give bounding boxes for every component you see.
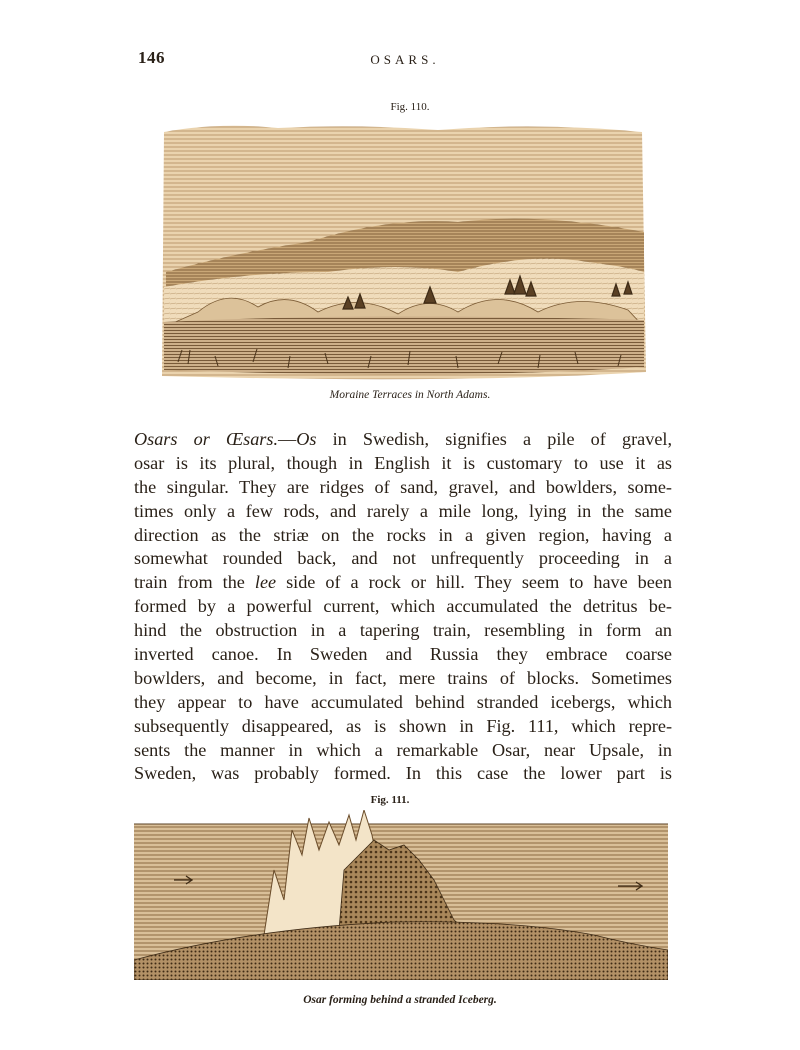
lead-term: Osars or Œsars. [134,429,278,449]
figure-110-caption: Moraine Terraces in North Adams. [329,389,491,401]
text-line-content: in Swedish, signifies a pile of gravel, [316,429,672,449]
figure-111-caption: Osar forming behind a stranded Iceberg. [303,994,497,1006]
text-line: Osars or Œsars.—Os in Swedish, signifies a pile of gravel, [134,429,672,449]
text-line-content: side of a rock or hill. They seem to have been [276,572,673,593]
figure-110-label: Fig. 110. [390,101,430,113]
figure-111-engraving [134,810,668,980]
text-line: they appear to have accumulated behind stranded icebergs, which [134,691,672,712]
text-line: sents the manner in which a remarkable Osar, near Upsale, in [134,739,672,760]
lead-dash-term: Os [296,429,317,449]
text-line-content: train from the [134,572,255,593]
text-line: osar is its plural, though in English it is customary to use it as [134,452,672,473]
text-line: subsequently disappeared, as is shown in Fig. 111, which repre- [134,715,672,736]
body-paragraph [134,428,672,786]
text-line: formed by a powerful current, which accumulated the detritus be- [134,596,672,617]
text-line: bowlders, and become, in fact, mere trains of blocks. Sometimes [134,667,672,688]
text-line [134,571,672,595]
text-line: somewhat rounded back, and not unfrequently proceeding in a [134,548,672,569]
text-line: hind the obstruction in a tapering train, resembling in form an [134,620,672,641]
text-line: Sweden, was probably formed. In this case the lower part is [134,763,672,784]
figure-110-engraving [158,122,648,384]
figure-111-label: Fig. 111. [370,794,410,806]
text-line: inverted canoe. In Sweden and Russia they embrace coarse [134,644,672,665]
page-number: 146 [138,48,165,67]
text-line: direction as the striæ on the rocks in a given region, having a [134,524,672,545]
lee-word: lee [254,572,277,593]
running-head: OSARS. [370,52,440,67]
text-line: times only a few rods, and rarely a mile long, lying in the same [134,500,672,521]
text-line: the singular. They are ridges of sand, gravel, and bowlders, some- [134,476,672,497]
